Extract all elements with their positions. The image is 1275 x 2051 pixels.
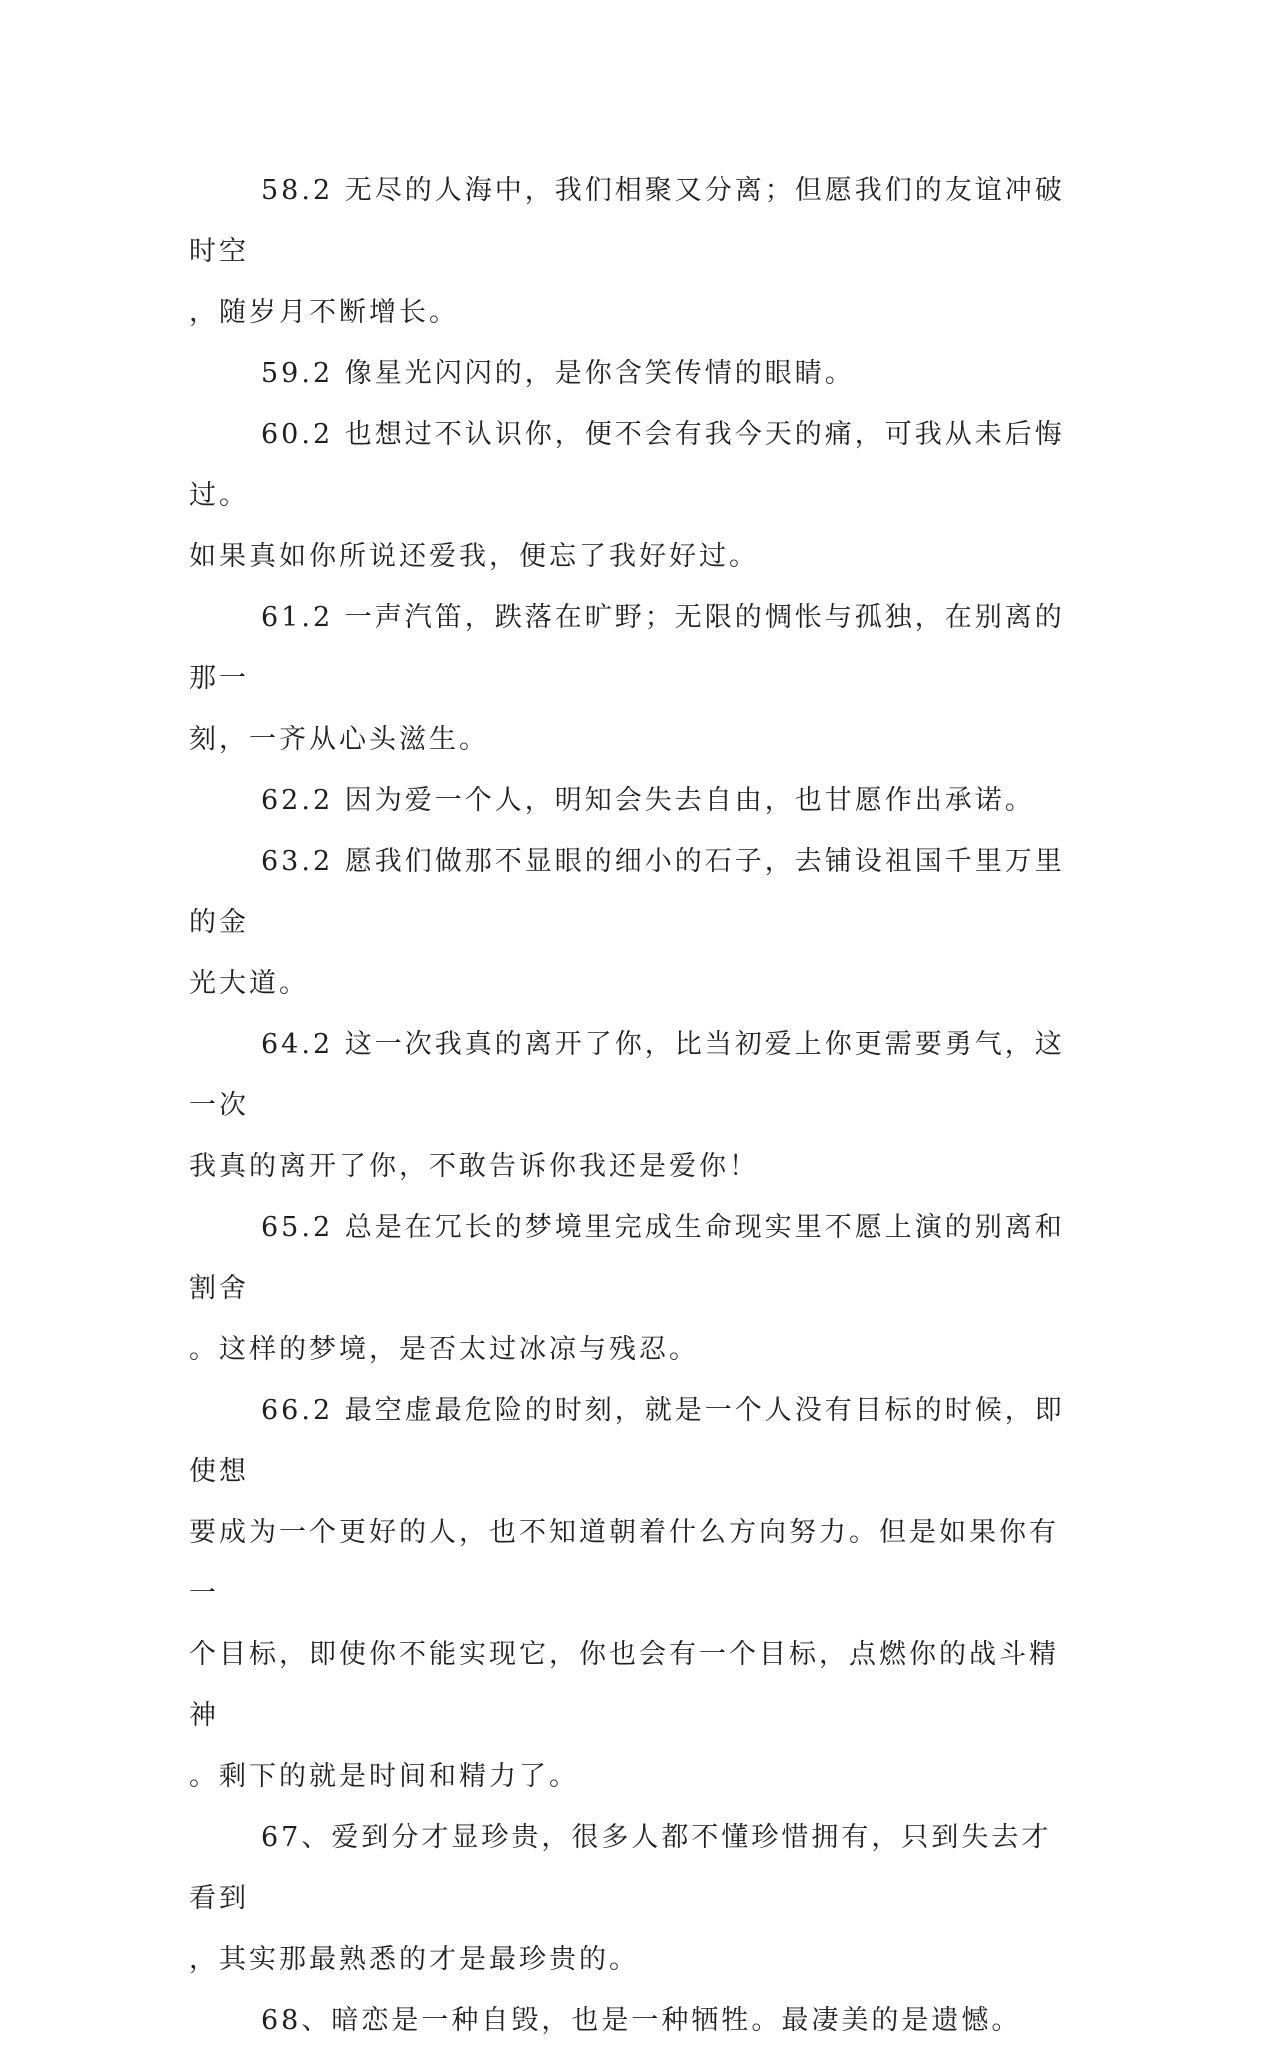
paragraph-line: 刻，一齐从心头滋生。 <box>189 724 489 755</box>
paragraph-66 <box>189 1380 1075 1807</box>
paragraph-line: 67、爱到分才显珍贵，很多人都不懂珍惜拥有，只到失去才看到 <box>189 1822 1052 1914</box>
paragraph-line: 68、暗恋是一种自毁，也是一种牺牲。最凄美的是遗憾。 <box>261 2005 1022 2036</box>
paragraph-68 <box>189 1990 1075 2051</box>
paragraph-63 <box>189 831 1075 1014</box>
paragraph-line: ，其实那最熟悉的才是最珍贵的。 <box>189 1944 639 1975</box>
paragraph-line: 62.2 因为爱一个人，明知会失去自由，也甘愿作出承诺。 <box>261 785 1035 816</box>
paragraph-line: 61.2 一声汽笛，跌落在旷野；无限的惆怅与孤独，在别离的那一 <box>189 602 1065 694</box>
paragraph-line: ，随岁月不断增长。 <box>189 297 459 328</box>
paragraph-58 <box>189 160 1075 343</box>
paragraph-62 <box>189 770 1075 831</box>
paragraph-line: 如果真如你所说还爱我，便忘了我好好过。 <box>189 541 759 572</box>
paragraph-line: 58.2 无尽的人海中，我们相聚又分离；但愿我们的友谊冲破时空 <box>189 175 1065 267</box>
paragraph-line: 。剩下的就是时间和精力了。 <box>189 1761 579 1792</box>
paragraph-line: 64.2 这一次我真的离开了你，比当初爱上你更需要勇气，这一次 <box>189 1029 1065 1121</box>
paragraph-line: 66.2 最空虚最危险的时刻，就是一个人没有目标的时候，即使想 <box>189 1395 1065 1487</box>
paragraph-line: 我真的离开了你，不敢告诉你我还是爱你！ <box>189 1151 759 1182</box>
paragraph-64 <box>189 1014 1075 1197</box>
paragraph-67 <box>189 1807 1075 1990</box>
paragraph-line: 个目标，即使你不能实现它，你也会有一个目标，点燃你的战斗精神 <box>189 1639 1059 1731</box>
paragraph-65 <box>189 1197 1075 1380</box>
paragraph-60 <box>189 404 1075 587</box>
document-body <box>189 160 1075 2051</box>
paragraph-line: 65.2 总是在冗长的梦境里完成生命现实里不愿上演的别离和割舍 <box>189 1212 1065 1304</box>
paragraph-line: 60.2 也想过不认识你，便不会有我今天的痛，可我从未后悔过。 <box>189 419 1065 511</box>
paragraph-line: 。这样的梦境，是否太过冰凉与残忍。 <box>189 1334 699 1365</box>
paragraph-59 <box>189 343 1075 404</box>
paragraph-line: 63.2 愿我们做那不显眼的细小的石子，去铺设祖国千里万里的金 <box>189 846 1065 938</box>
paragraph-line: 59.2 像星光闪闪的，是你含笑传情的眼睛。 <box>261 358 855 389</box>
paragraph-line: 光大道。 <box>189 968 309 999</box>
paragraph-line: 要成为一个更好的人，也不知道朝着什么方向努力。但是如果你有一 <box>189 1517 1059 1609</box>
paragraph-61 <box>189 587 1075 770</box>
